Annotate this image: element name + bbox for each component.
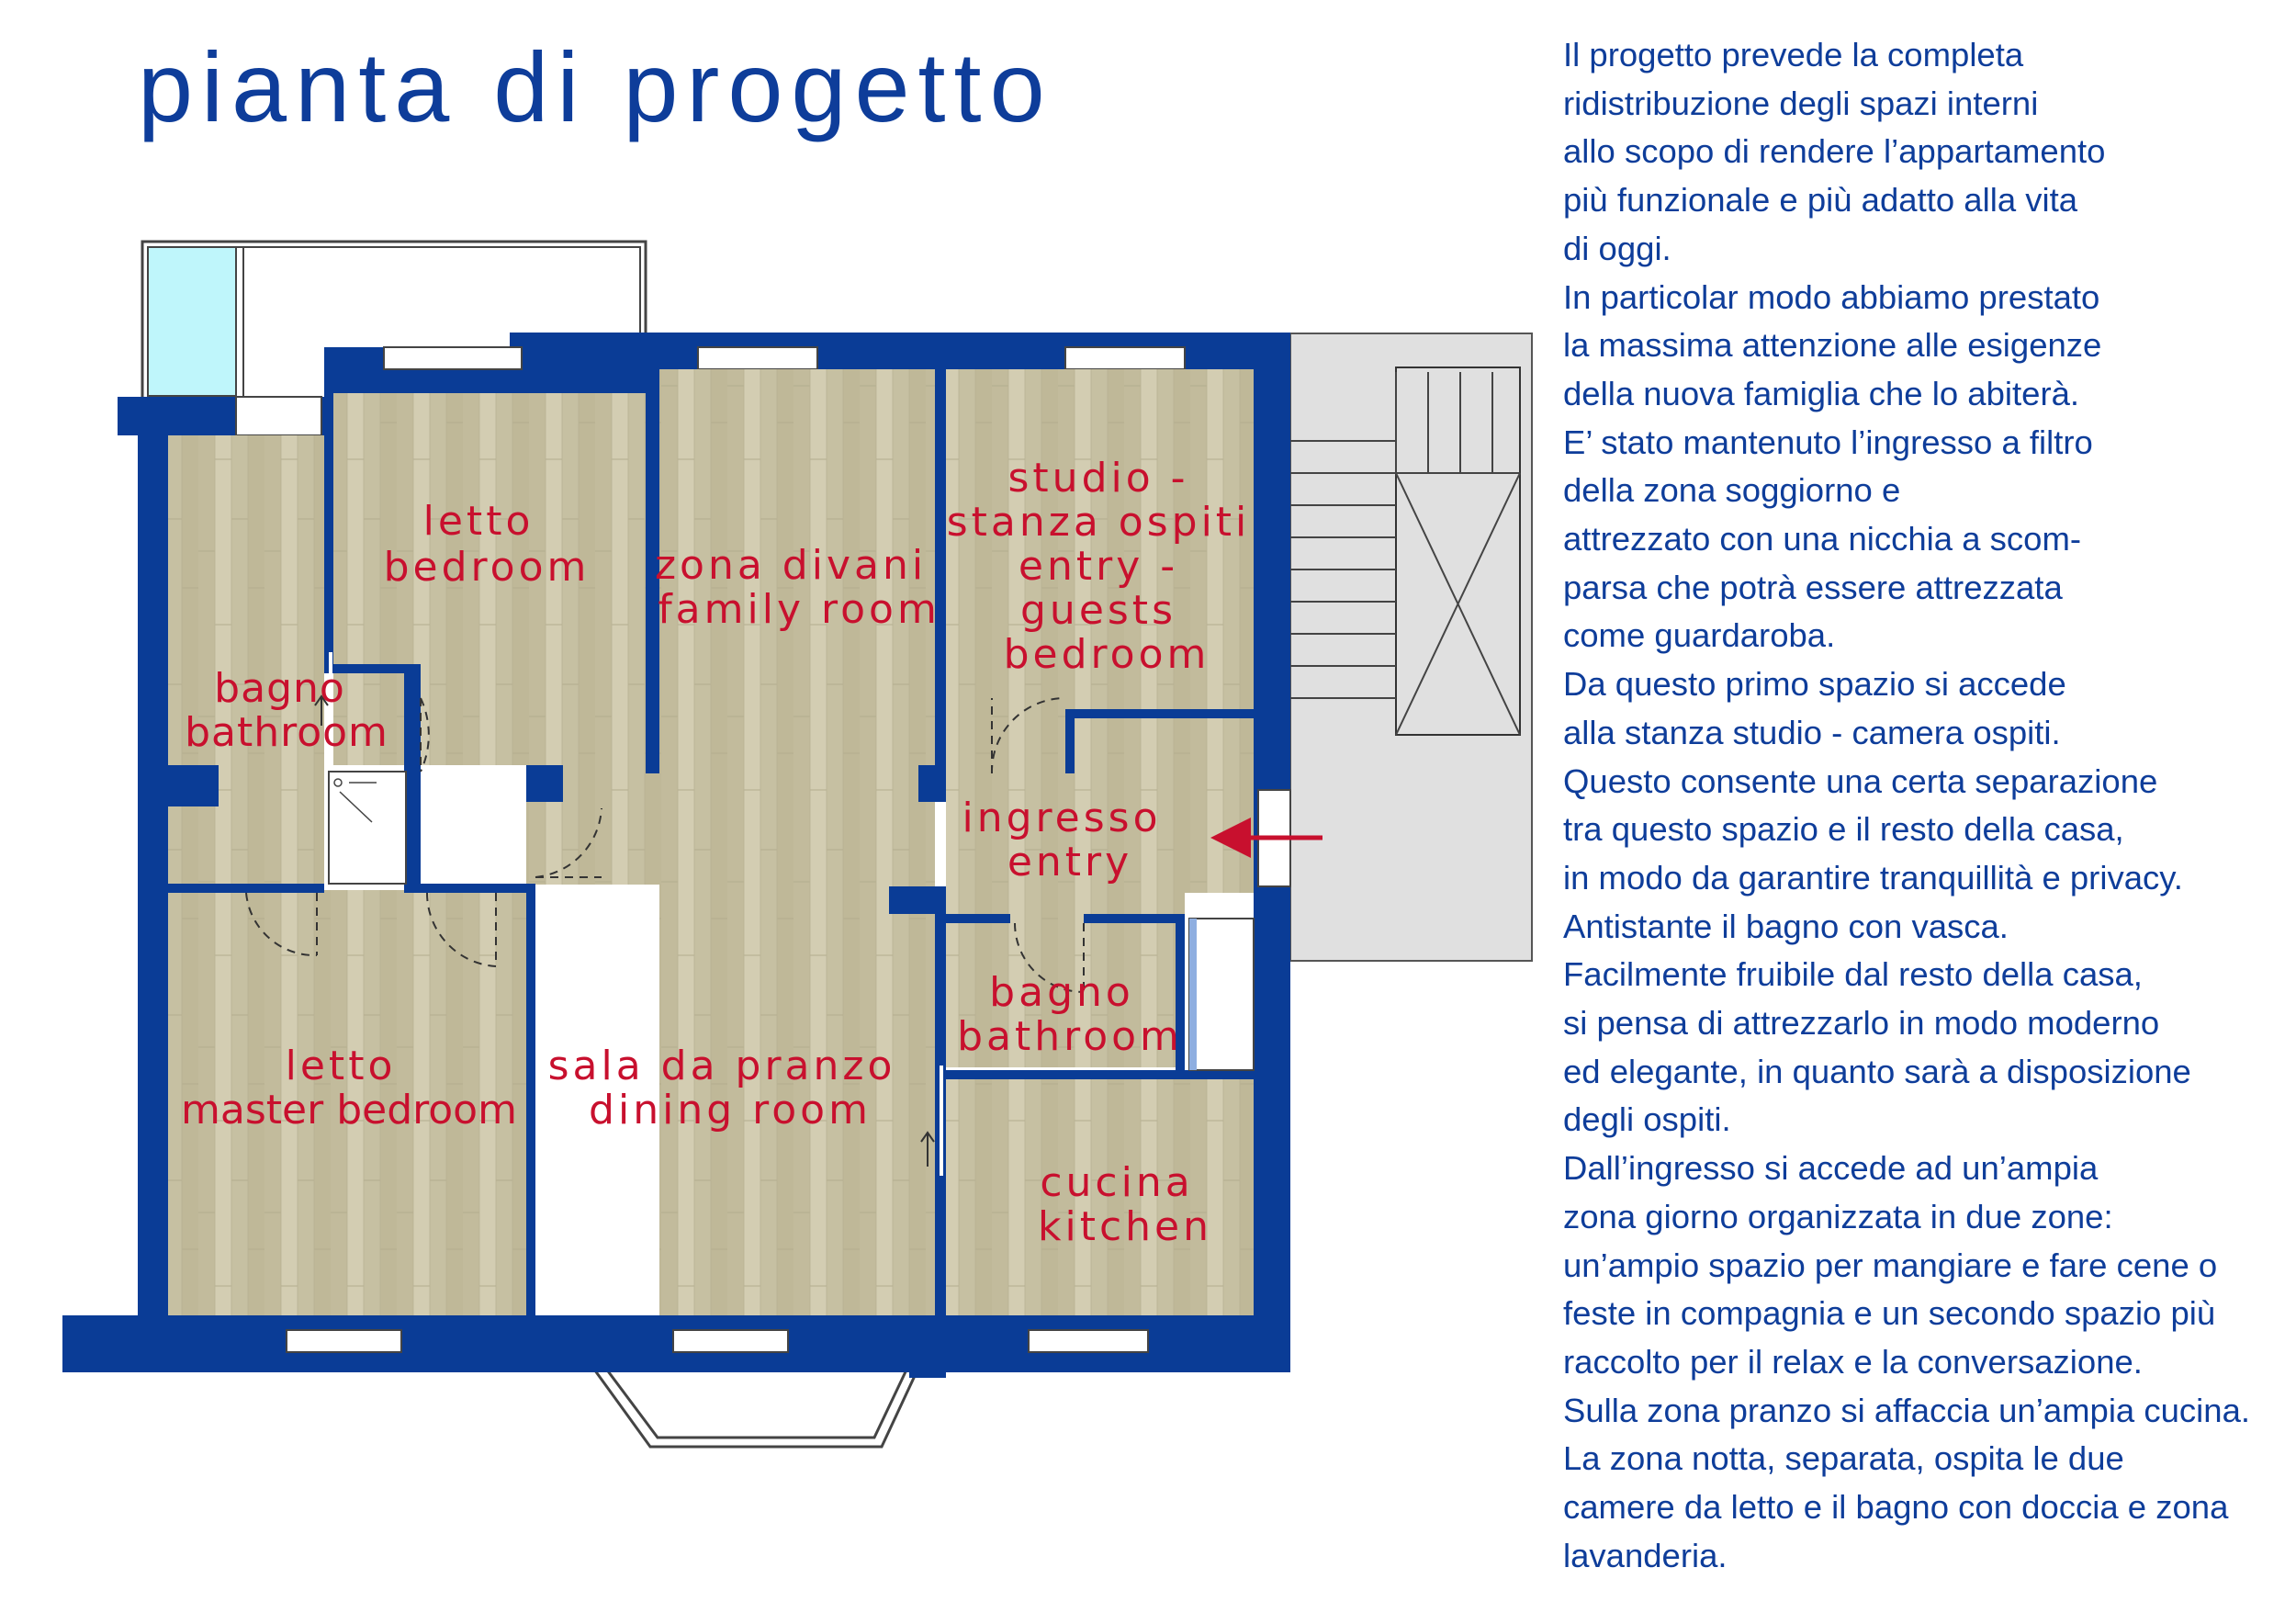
label-sala-pranzo: sala da pranzo dining room (547, 1043, 896, 1133)
description-line: alla stanza studio - camera ospiti. (1563, 713, 2061, 751)
description-line: in modo da garantire tranquillità e privacy. (1563, 858, 2183, 897)
description-line: della zona soggiorno e (1563, 471, 1901, 510)
label-zona-divani: zona divani family room (654, 542, 940, 633)
label-letto-bedroom: letto bedroom (383, 498, 591, 591)
description-line: Antistante il bagno con vasca. (1563, 907, 2009, 945)
shower-tray (329, 772, 406, 884)
description-line: allo scopo di rendere l’appartamento (1563, 132, 2106, 171)
label-ingresso: ingresso entry (962, 795, 1162, 885)
description-line: Il progetto prevede la completa (1563, 36, 2024, 73)
description-line: Sulla zona pranzo si affaccia un’ampia cucina. (1563, 1391, 2251, 1429)
project-description (1563, 31, 2289, 1581)
description-line: In particolar modo abbiamo prestato (1563, 277, 2100, 316)
description-line: attrezzato con una nicchia a scom- (1563, 520, 2082, 558)
description-line: Da questo primo spazio si accede (1563, 665, 2066, 704)
description-line: feste in compagnia e un secondo spazio più (1563, 1294, 2216, 1333)
description-line: Facilmente fruibile dal resto della casa, (1563, 955, 2143, 994)
description-line: come guardaroba. (1563, 616, 1836, 655)
description-line: zona giorno organizzata in due zone: (1563, 1197, 2113, 1235)
description-line: tra questo spazio e il resto della casa, (1563, 810, 2124, 849)
description-line: ridistribuzione degli spazi interni (1563, 84, 2039, 122)
label-studio: studio - stanza ospiti entry - guests bedroom (946, 455, 1251, 678)
label-bagno-left: bagno bathroom (185, 665, 388, 756)
description-line: un’ampio spazio per mangiare e fare cene o (1563, 1246, 2218, 1284)
description-line: la massima attenzione alle esigenze (1563, 326, 2102, 365)
description-line: più funzionale e più adatto alla vita (1563, 181, 2078, 220)
description-line: parsa che potrà essere attrezzata (1563, 568, 2063, 606)
description-line: La zona notta, separata, ospita le due (1563, 1439, 2124, 1478)
description-line: E’ stato mantenuto l’ingresso a filtro (1563, 423, 2093, 461)
bathtub-alcove (1189, 919, 1254, 1070)
staircase (1290, 333, 1532, 961)
description-line: degli ospiti. (1563, 1100, 1731, 1139)
label-cucina: cucina kitchen (1038, 1159, 1212, 1250)
description-line: raccolto per il relax e la conversazione. (1563, 1342, 2143, 1381)
description-line: della nuova famiglia che lo abiterà. (1563, 374, 2080, 412)
page-title: pianta di progetto (138, 31, 1053, 142)
label-bagno-right: bagno bathroom (957, 969, 1183, 1060)
label-letto-master: letto master bedroom (181, 1043, 517, 1133)
description-line: Dall’ingresso si accede ad un’ampia (1563, 1149, 2099, 1188)
description-line: camere da letto e il bagno con doccia e zona (1563, 1488, 2229, 1527)
description-line: lavanderia. (1563, 1536, 1728, 1574)
description-line: ed elegante, in quanto sarà a disposizione (1563, 1052, 2191, 1090)
description-line: si pensa di attrezzarlo in modo moderno (1563, 1004, 2160, 1043)
description-line: di oggi. (1563, 229, 1671, 267)
description-line: Questo consente una certa separazione (1563, 761, 2158, 800)
